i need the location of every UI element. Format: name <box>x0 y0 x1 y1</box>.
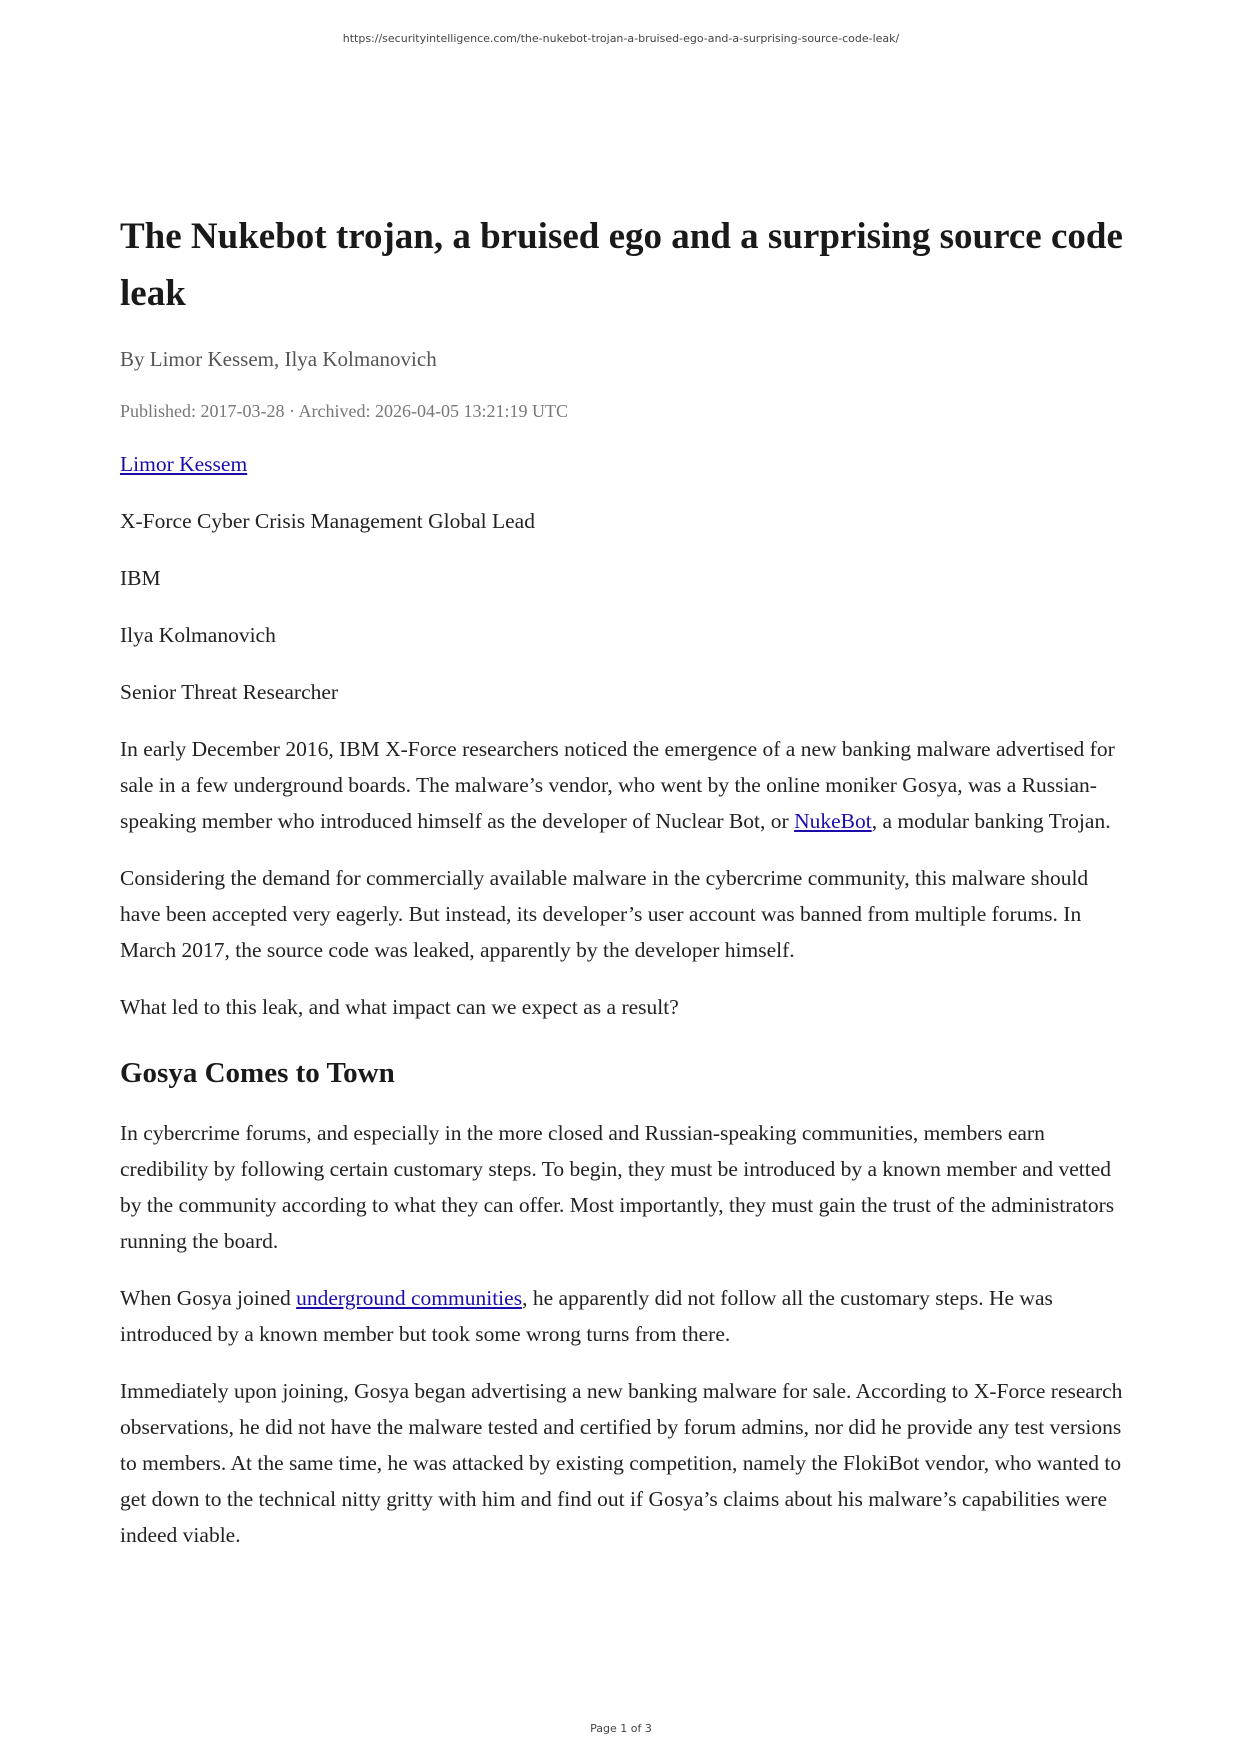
text: When Gosya joined <box>120 1286 297 1310</box>
author1-title: X-Force Cyber Crisis Management Global Lead <box>120 509 535 533</box>
nukebot-link[interactable]: NukeBot <box>794 809 872 833</box>
section-heading: Gosya Comes to Town <box>120 1057 395 1089</box>
article <box>120 208 1132 1574</box>
paragraph-5 <box>120 1280 1132 1352</box>
paragraph-6: Immediately upon joining, Gosya began advertising a new banking malware for sale. According to X-Force research observations, he did not have the malware tested and certified by forum admins, nor did he provide any test versions to members. At the same time, he was attacked by existing competition, namely the FlokiBot vendor, who wanted to get down to the technical nitty gritty with him and find out if Gosya’s claims about his malware’s capabilities were indeed viable. <box>120 1379 1123 1547</box>
publish-meta: Published: 2017-03-28 · Archived: 2026-04-05 13:21:19 UTC <box>120 401 568 421</box>
author-link-limor-kessem[interactable]: Limor Kessem <box>120 452 248 476</box>
paragraph-3: What led to this leak, and what impact can we expect as a result? <box>120 995 679 1019</box>
underground-communities-link[interactable]: underground communities <box>296 1286 523 1310</box>
byline: By Limor Kessem, Ilya Kolmanovich <box>120 347 437 371</box>
author2-name: Ilya Kolmanovich <box>120 623 276 647</box>
text: In early December 2016, IBM X-Force researchers noticed the emergence of a new banking malware advertised for sale in a few underground boards. The malware’s vendor, who went by the online moniker Gosya, was a Russian-speaking member who introduced himself as the developer of Nuclear Bot, or <box>120 737 1115 833</box>
article-title: The Nukebot trojan, a bruised ego and a surprising source code leak <box>120 216 1123 314</box>
author1-org: IBM <box>120 566 161 590</box>
paragraph-1 <box>120 731 1132 839</box>
paragraph-2: Considering the demand for commercially available malware in the cybercrime community, this malware should have been accepted very eagerly. But instead, its developer’s user account was banned from multiple forums. In March 2017, the source code was leaked, apparently by the developer himself. <box>120 866 1089 962</box>
page-url: https://securityintelligence.com/the-nukebot-trojan-a-bruised-ego-and-a-surprising-source-code-leak/ <box>342 32 900 45</box>
author2-title: Senior Threat Researcher <box>120 680 339 704</box>
text: , he apparently did not follow all the customary steps. He was introduced by a known member but took some wrong turns from there. <box>120 1286 1053 1346</box>
text: , a modular banking Trojan. <box>871 809 1111 833</box>
paragraph-4: In cybercrime forums, and especially in the more closed and Russian-speaking communities, members earn credibility by following certain customary steps. To begin, they must be introduced by a known member and vetted by the community according to what they can offer. Most importantly, they must gain the trust of the administrators running the board. <box>120 1121 1115 1253</box>
page-number: Page 1 of 3 <box>590 1722 652 1735</box>
